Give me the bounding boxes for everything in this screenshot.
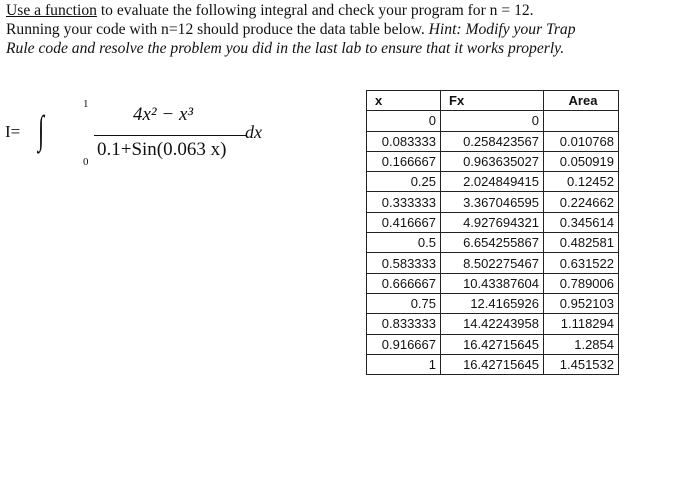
hint-text-2: Rule code and resolve the problem you did in the last lab to ensure that it works properly. (6, 40, 565, 57)
table-header-row (367, 91, 619, 111)
cell-area: 0.010768 (544, 131, 619, 151)
cell-fx: 0 (441, 111, 544, 131)
cell-fx: 6.654255867 (441, 233, 544, 253)
cell-fx: 4.927694321 (441, 212, 544, 232)
cell-fx: 14.42243958 (441, 314, 544, 334)
cell-area: 0.050919 (544, 151, 619, 171)
cell-x: 0.583333 (367, 253, 441, 273)
data-table (366, 90, 619, 375)
table-row (367, 314, 619, 334)
cell-fx: 10.43387604 (441, 273, 544, 293)
table-row (367, 334, 619, 354)
table-row (367, 151, 619, 171)
cell-fx: 0.258423567 (441, 131, 544, 151)
cell-x: 0.166667 (367, 151, 441, 171)
cell-x: 0.666667 (367, 273, 441, 293)
integral-sign: ∫ (38, 107, 45, 152)
cell-area: 1.451532 (544, 354, 619, 374)
header-fx: Fx (441, 91, 544, 111)
equation-lhs: I= (5, 122, 21, 141)
table-row (367, 192, 619, 212)
cell-area: 1.118294 (544, 314, 619, 334)
table-row (367, 253, 619, 273)
fraction-bar (94, 135, 246, 136)
table-row (367, 212, 619, 232)
table-row (367, 131, 619, 151)
header-area: Area (544, 91, 619, 111)
cell-fx: 3.367046595 (441, 192, 544, 212)
denominator: 0.1+Sin(0.063 x) (97, 139, 227, 160)
table-row (367, 233, 619, 253)
cell-fx: 0.963635027 (441, 151, 544, 171)
cell-x: 0.333333 (367, 192, 441, 212)
cell-fx: 16.42715645 (441, 334, 544, 354)
cell-area: 0.345614 (544, 212, 619, 232)
table-row (367, 172, 619, 192)
cell-fx: 8.502275467 (441, 253, 544, 273)
cell-fx: 12.4165926 (441, 293, 544, 313)
cell-area: 1.2854 (544, 334, 619, 354)
table-body (367, 111, 619, 375)
table-row (367, 111, 619, 131)
cell-fx: 2.024849415 (441, 172, 544, 192)
cell-fx: 16.42715645 (441, 354, 544, 374)
underlined-phrase: Use a function (6, 2, 97, 19)
cell-x: 0.25 (367, 172, 441, 192)
upper-limit: 1 (83, 98, 89, 110)
cell-x: 0.75 (367, 293, 441, 313)
header-x: x (367, 91, 441, 111)
cell-area: 0.482581 (544, 233, 619, 253)
cell-area: 0.224662 (544, 192, 619, 212)
table-row (367, 354, 619, 374)
prompt-line1: to evaluate the following integral and check your program for n = 12. (96, 2, 534, 19)
table-row (367, 293, 619, 313)
cell-area: 0.631522 (544, 253, 619, 273)
numerator: 4x² − x³ (133, 104, 194, 125)
cell-x: 0.416667 (367, 212, 441, 232)
table-row (367, 273, 619, 293)
cell-area: 0.12452 (544, 172, 619, 192)
cell-x: 0.5 (367, 233, 441, 253)
lower-limit: 0 (83, 156, 89, 168)
cell-x: 0 (367, 111, 441, 131)
cell-x: 0.083333 (367, 131, 441, 151)
cell-area: 0.789006 (544, 273, 619, 293)
cell-x: 0.916667 (367, 334, 441, 354)
cell-x: 1 (367, 354, 441, 374)
integral-equation (0, 98, 340, 188)
hint-text-1: Hint: Modify your Trap (428, 21, 576, 38)
cell-x: 0.833333 (367, 314, 441, 334)
problem-statement (6, 1, 694, 58)
differential: dx (245, 122, 262, 142)
cell-area (544, 111, 619, 131)
cell-area: 0.952103 (544, 293, 619, 313)
prompt-line2: Running your code with n=12 should produce the data table below. (6, 21, 429, 38)
